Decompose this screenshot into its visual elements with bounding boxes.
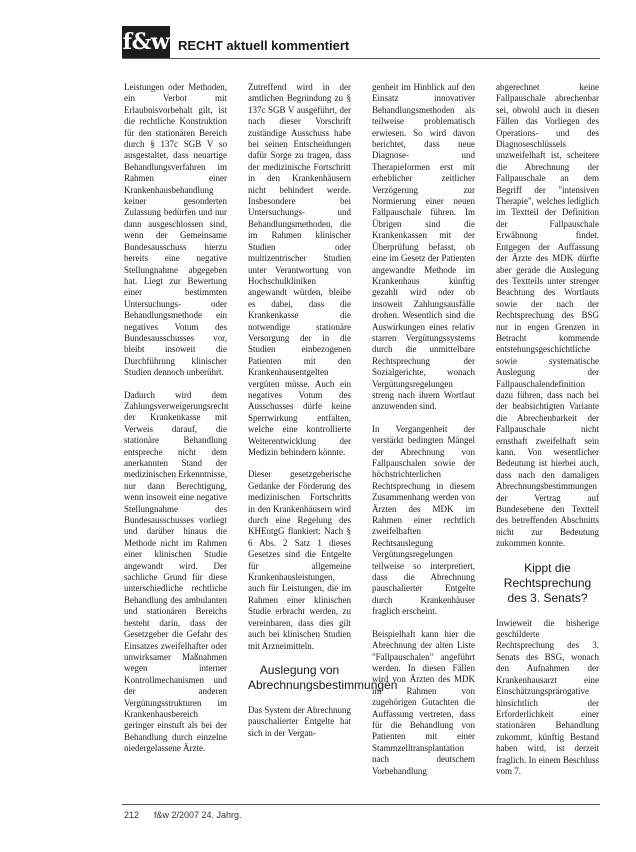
paragraph: Dadurch wird dem Zahlungsverweigerungsrecht der Krankenkasse mit Verweis darauf, die stationäre Behandlung entspreche nicht dem anerkannten Stand der medizinischen Erkenntnisse, nur dann Berechtigung, wenn insoweit eine negative Stellungnahme des Bundesausschusses vorliegt und darüber hinaus die Methode nicht im Rahmen einer klinischen Studie angewandt wird. Der sachliche Grund für diese unterschiedliche rechtliche Behandlung des ambulanten und stationären Bereichs besteht darin, dass der Gesetzgeber die Gefahr des Einsatzes zweifelhafter oder unwirksamer Maßnahmen wegen interner Kontrollmechanismen und der anderen Vergütungsstrukturen im Krankenhausbereich geringer einstuft als bei der Behandlung durch einzelne niedergelassene Ärzte. <box>124 389 229 754</box>
journal-citation: f&w 2/2007 24. Jahrg. <box>154 810 242 820</box>
paragraph: Dieser gesetzgeberische Gedanke der Förderung des medizinischen Fortschritts in den Krankenhäusern wird durch eine Regelung des KHEntgG flankiert: Nach § 6 Abs. 2 Satz 1 dieses Gesetzes sind die Entgelte für allgemeine Krankenhausleistungen, auch für Leistungen, die im Rahmen einer klinischen Studie erbracht werden, zu vereinbaren, dass dies gilt auch bei klinischen Studien mit Arzneimitteln. <box>248 469 351 651</box>
page-number: 212 <box>124 810 140 820</box>
footer-divider <box>122 804 600 805</box>
publication-logo: f&w <box>122 26 170 58</box>
paragraph: In Vergangenheit der verstärkt bedingten Mängel der Abrechnung von Fallpauschalen sowie der höchstrichterlichen Rechtsprechung in diesem Zusammenhang werden von Ärzten des MDK im Rahmen einer rechtlich zweifelhaften Rechtsauslegung Vergütungsregelungen teilweise so interpretiert, dass die Abrechnung pauschalierter Entgelte durch Krankenhäuser fraglich erscheint. <box>372 423 475 617</box>
section-subheading: Kippt die Rechtsprechung des 3. Senats? <box>503 560 592 605</box>
paragraph: Beispielhaft kann hier die Abrechnung der alten Liste "Fallpauschalen" angeführt werden. In diesen Fällen wird von Ärzten des MDK im Rahmen von zugehörigen Gutachten die Auffassung vertreten, dass für die Behandlung von Patienten mit einer Stammzelltransplantation nach deutschem Vorbehandlung <box>372 628 475 776</box>
header-divider <box>122 58 600 59</box>
text-column-1 <box>124 82 227 782</box>
paragraph: Das System der Abrechnung pauschalierter Entgelte hat sich in der Vergan- <box>248 704 351 738</box>
paragraph: Inwieweit die bisherige geschilderte Rechtsprechung des 3. Senats des BSG, wonach den Aufnahmen der Krankenhausarzt eine Einschätzungsprärogative hinsichtlich der Erforderlichkeit einer stationären Behandlung zukommt, künftig Bestand haben wird, ist derzeit fraglich. In einem Beschluss vom 7. <box>496 617 599 776</box>
paragraph: Zutreffend wird in der amtlichen Begründung zu § 137c SGB V ausgeführt, der nach dieser Vorschrift zuständige Ausschuss habe bei seinen Entscheidungen dafür Sorge zu tragen, dass der medizinische Fortschritt in den Krankenhäusern nicht behindert werde. Insbesondere bei Untersuchungs- und Behandlungsmethoden, die im Rahmen klinischer Studien oder multizentrischer Studien unter Verantwortung von Hochschulkliniken angewandt würden, bleibe es dabei, dass die Krankenkasse die notwendige stationäre Versorgung der in die Studien einbezogenen Patienten mit den Krankenhausentgelten vergüten müsse. Auch ein negatives Votum des Ausschusses dürfe keine Sperrwirkung entfalten, welche eine kontrollierte Weiterentwicklung der Medizin behindern könnte. <box>248 82 351 457</box>
paragraph: genheit im Hinblick auf den Einsatz innovativer Behandlungsmethoden als teilweise problematisch erwiesen. So wird davon berichtet, dass neue Diagnose- und Therapieformen erst mit erheblicher zeitlicher Verzögerung zur Normierung einer neuen Fallpauschale führen. Im Übrigen sind die Krankenkassen mit der Überprüfung befasst, ob eine im Gesetz der Patienten angewandte Methode im Krankenhaus künftig gezahlt wird oder ob insoweit Zahlungsausfälle drohen. Wesentlich sind die Auswirkungen eines relativ starren Vergütungssystems durch die unmittelbare Rechtsprechung der Sozialgerichte, wonach Vergütungsregelungen streng nach ihrem Wortlaut anzuwenden sind. <box>372 82 475 412</box>
section-header-title: RECHT aktuell kommentiert <box>178 38 350 53</box>
text-column-2 <box>248 82 398 782</box>
section-subheading: Auslegung von Abrechnungsbestimmungen <box>248 662 398 692</box>
text-column-3 <box>372 82 475 782</box>
paragraph: abgerechnet keine Fallpauschale abrechenbar sei, obwohl auch in diesen Fällen das Vorliegen des Operations- und des Diagnoseschlüssels unzweifelhaft ist, scheitere die Abrechnung der Fallpauschale an dem Begriff der "intensiven Therapie", welches lediglich im Textteil der Definition der Fallpauschale Erwähnung findet. Entgegen der Auffassung der Ärzte des MDK dürfte aber gerade die Auslegung des Textteils unter strenger Beachtung des Wortlauts sowie der nach der Rechtsprechung des BSG nur in engen Grenzen in Betracht kommende entstehungsgeschichtliche sowie systematische Auslegung der Fallpauschalendefinition dazu führen, dass nach bei der beabsichtigten Variante die Abrechenbarkeit der Fallpauschale nicht ernsthaft zweifelhaft sein kann. Von wesentlicher Bedeutung ist hierbei auch, dass nach den damaligen Abrechnungsbestimmungen der Vertrag auf Bundesebene den Textteil des betreffenden Abschnitts nicht zur Bedeutung zukommen konnte. <box>496 82 599 549</box>
text-column-4 <box>496 82 599 782</box>
paragraph: Leistungen oder Methoden, ein Verbot mit Erlaubnisvorbehalt gilt, ist die rechtliche Konstruktion für den stationären Bereich durch § 137c SGB V so ausgestaltet, dass neuartige Behandlungsverfahren im Rahmen einer Krankenhausbehandlung keiner gesonderten Zulassung bedürfen und nur dann ausgeschlossen sind, wenn der Gemeinsame Bundesausschuss hierzu bereits eine negative Stellungnahme abgegeben hat. Liegt zur Bewertung einer bestimmten Untersuchungs- oder Behandlungsmethode ein negatives Votum des Bundesausschusses vor, bleibt insoweit die Durchführung klinischer Studien dennoch unberührt. <box>124 82 227 378</box>
